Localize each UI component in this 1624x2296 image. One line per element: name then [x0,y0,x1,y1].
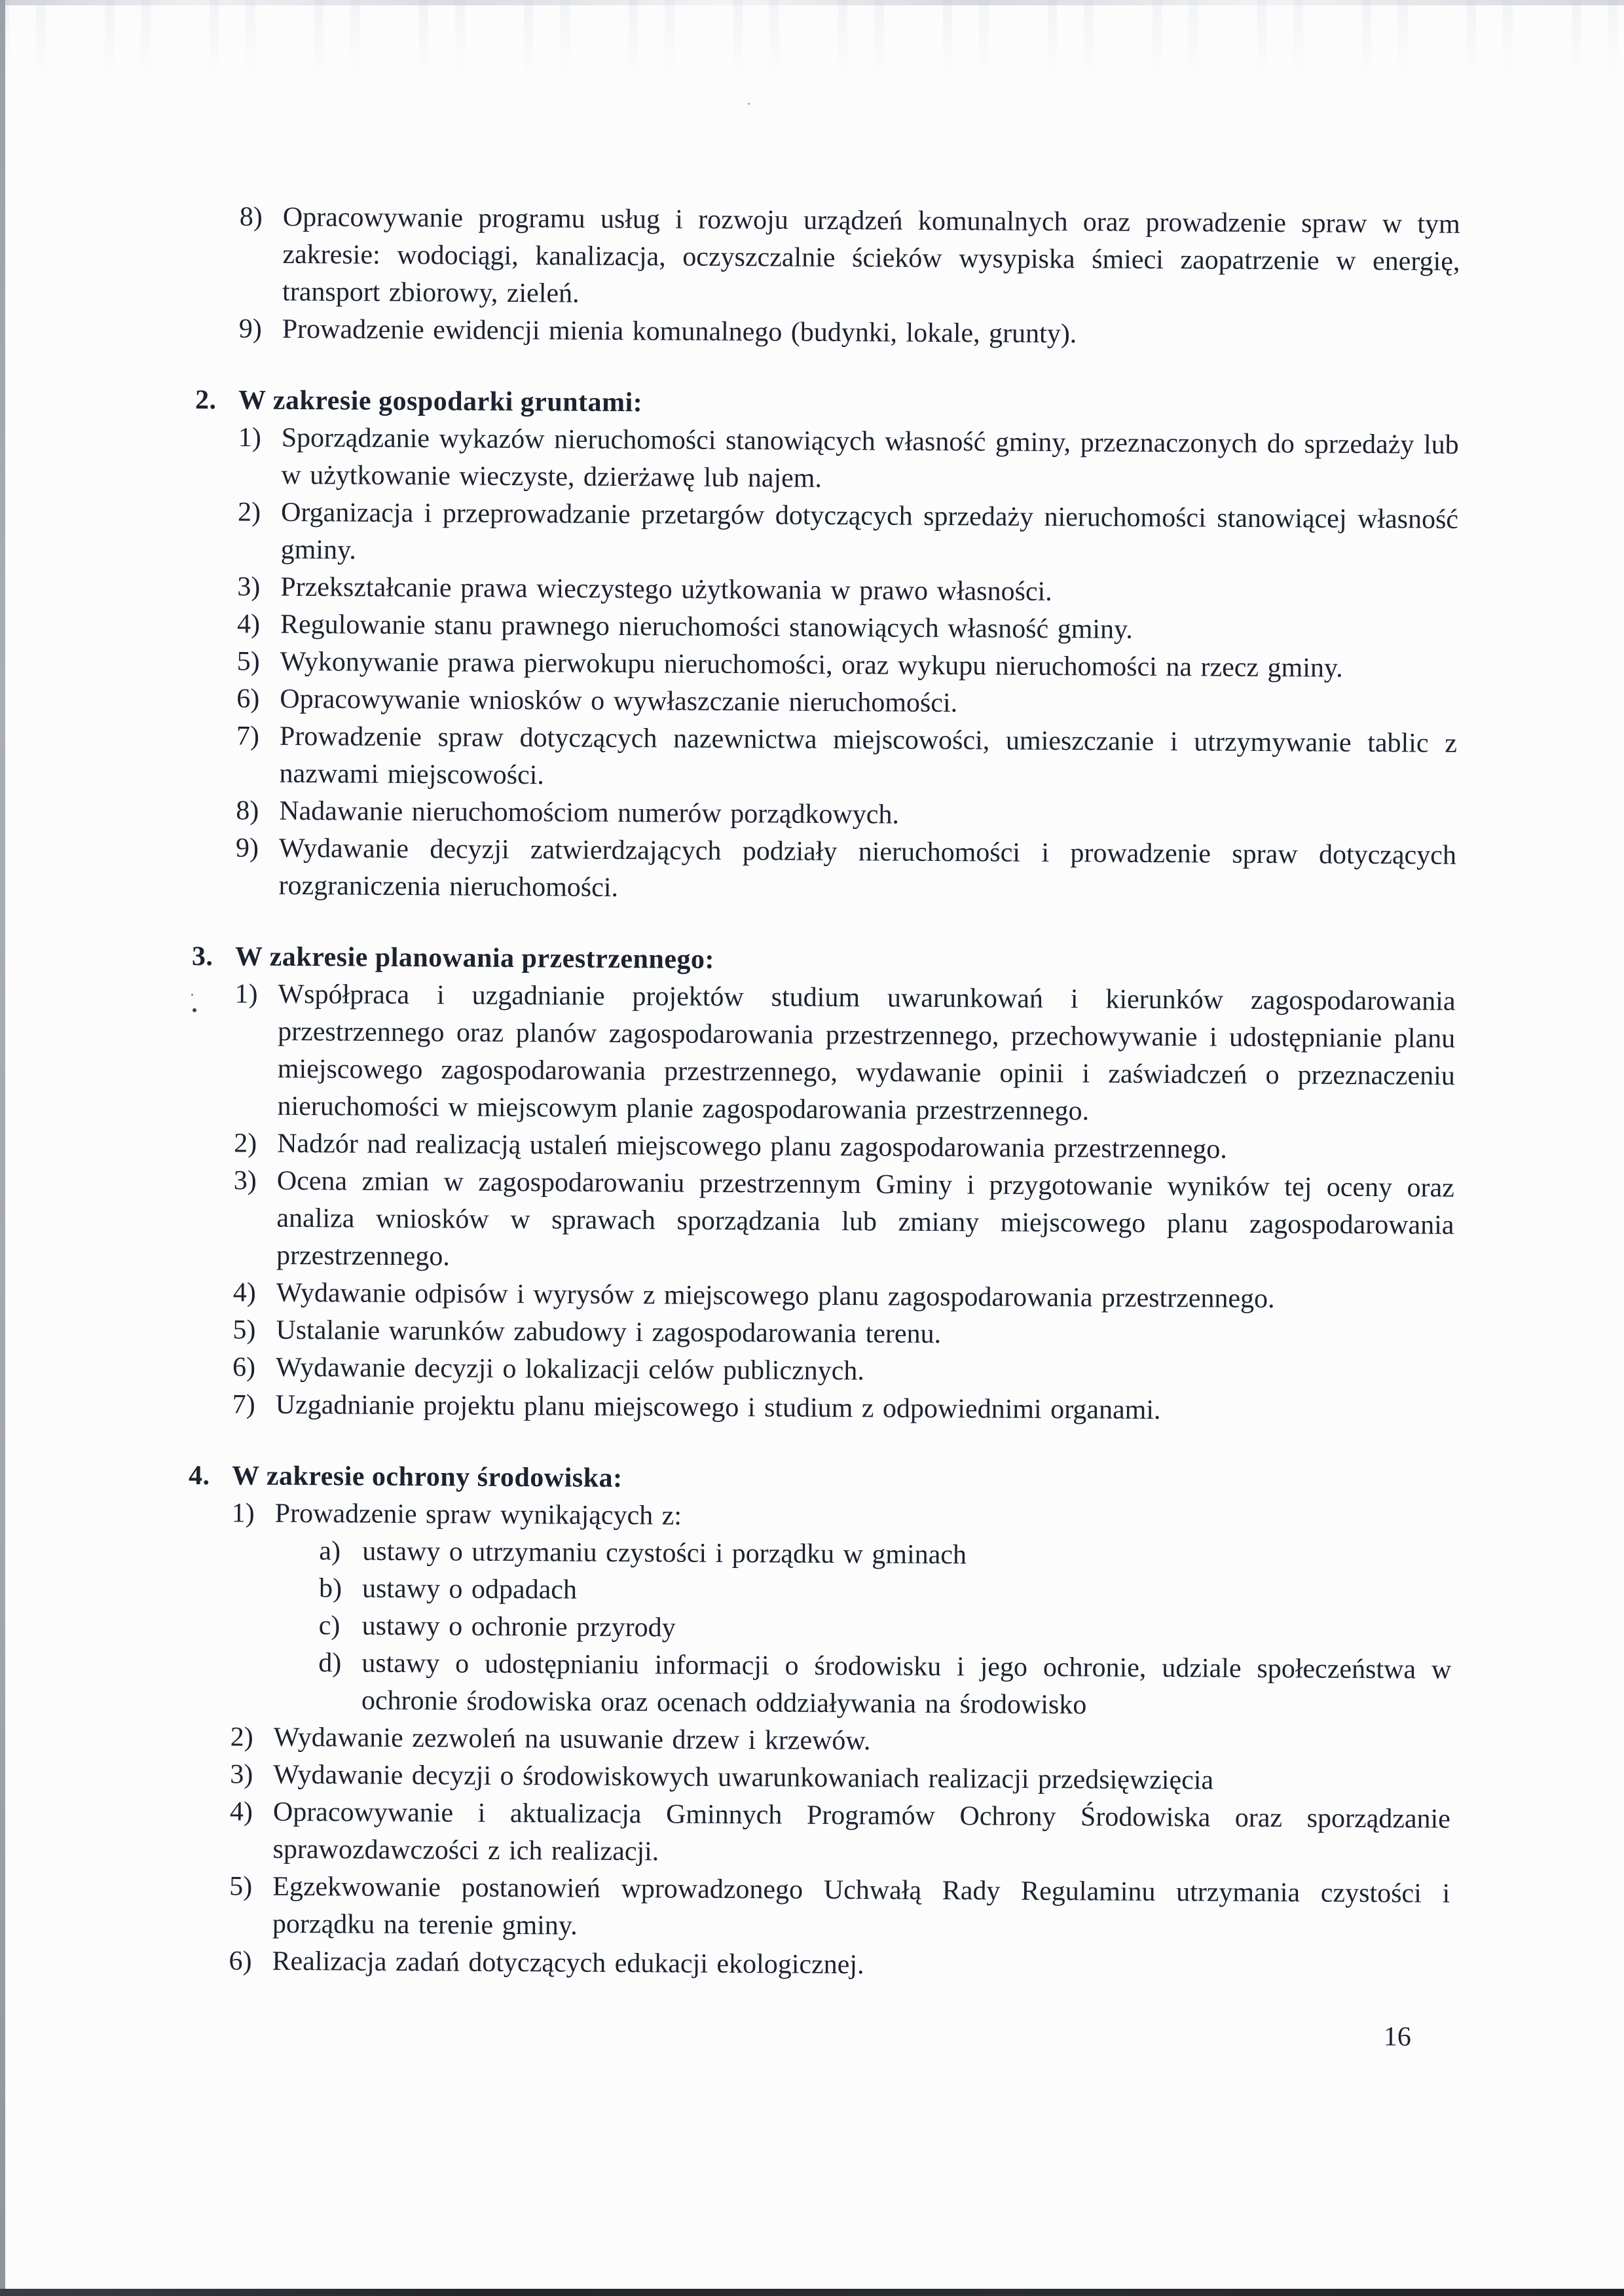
item-number: 9) [238,314,262,344]
letter-sub-item [318,1645,1452,1726]
item-number: 1) [238,422,261,453]
list-item [232,1386,1453,1430]
list-item [229,1793,1450,1875]
item-text: Organizacja i przeprowadzanie przetargów dotyczących sprzedaży nieruchomości stanowiącej własność gminy. [280,497,1459,566]
section-title: W zakresie ochrony środowiska: [231,1461,623,1494]
list-item [239,198,1460,318]
item-number: 9) [235,833,259,864]
item-number: 7) [236,721,260,752]
scan-speck [748,103,750,105]
letter-sub-item [319,1607,1452,1652]
list-item [234,975,1455,1132]
list-item [233,1162,1454,1281]
section-planowanie-przestrzenne [189,938,1456,1431]
item-text: ustawy o udostępnianiu informacji o środowisku i jego ochronie, udziale społeczeństwa w ochronie środowiska oraz ocenach oddziaływania na środowisko [361,1648,1452,1721]
item-number: 5) [236,646,260,677]
scan-edge-left [0,0,5,2296]
list-item [236,718,1457,799]
section-number: 3. [191,941,213,972]
item-text: Prowadzenie spraw dotyczących nazewnictwa miejscowości, umieszczanie i utrzymywanie tablic z nazwami miejscowości. [279,721,1458,791]
item-text: Prowadzenie ewidencji mienia komunalnego (budynki, lokale, grunty). [282,314,1077,350]
item-text: Wydawanie odpisów i wyrysów z miejscowego planu zagospodarowania przestrzennego. [276,1277,1275,1315]
item-text: Ocena zmian w zagospodarowaniu przestrzennym Gminy i przygotowanie wyników tej oceny oraz analiza wniosków w sprawach sporządzania lub zmiany miejscowego planu zagospodarowania przestrzennego. [276,1165,1454,1272]
item-number: 3) [237,572,261,602]
item-number: 7) [232,1389,255,1420]
section-title: W zakresie planowania przestrzennego: [234,941,715,975]
item-text: Wydawanie zezwoleń na usuwanie drzew i krzewów. [273,1722,871,1757]
item-text: Przekształcanie prawa wieczystego użytkowania w prawo własności. [280,572,1052,607]
item-number: 8) [239,202,263,232]
item-text: Ustalanie warunków zabudowy i zagospodarowania terenu. [276,1315,942,1349]
letter-sub-item [319,1570,1452,1614]
item-number: 4) [232,1277,256,1308]
item-number: 3) [230,1759,253,1790]
item-text: ustawy o ochronie przyrody [361,1611,676,1643]
scan-streaks [0,0,1624,79]
item-number: 1) [231,1498,255,1529]
item-letter: d) [318,1648,342,1679]
item-text: Uzgadnianie projektu planu miejscowego i studium z odpowiednimi organami. [275,1389,1161,1426]
item-number: 4) [229,1796,253,1827]
item-letter: c) [318,1611,341,1641]
section-gospodarka-gruntami [192,382,1459,912]
item-number: 6) [232,1352,256,1383]
item-text: ustawy o utrzymaniu czystości i porządku w gminach [362,1536,967,1571]
item-text: Egzekwowanie postanowień wprowadzonego Uchwałą Rady Regulaminu utrzymania czystości i porządku na terenie gminy. [272,1871,1450,1941]
item-text: Opracowywanie i aktualizacja Gminnych Programów Ochrony Środowiska oraz sporządzanie sprawozdawczości z ich realizacji. [272,1796,1451,1867]
item-text: Wykonywanie prawa pierwokupu nieruchomości, oraz wykupu nieruchomości na rzecz gminy. [280,646,1343,683]
item-text: Sporządzanie wykazów nieruchomości stanowiących własność gminy, przeznaczonych do sprzedaży lub w użytkowanie wieczyste, dzierżawę lub najem. [281,422,1459,494]
item-letter: b) [318,1573,342,1604]
item-number: 2) [234,1128,257,1159]
item-text: Opracowywanie programu usług i rozwoju urządzeń komunalnych oraz prowadzenie spraw w tym zakresie: wodociągi, kanalizacja, oczyszczalnie ścieków wysypiska śmieci zaopatrzenie w energię, transport zbiorowy, zieleń. [282,202,1460,309]
item-text: Wydawanie decyzji zatwierdzających podziały nieruchomości i prowadzenie spraw dotyczących rozgraniczenia nieruchomości. [278,833,1457,903]
item-text: Opracowywanie wniosków o wywłaszczanie nieruchomości. [280,683,958,719]
section-ochrona-srodowiska [185,1457,1452,1988]
item-text: Nadzór nad realizacją ustaleń miejscowego planu zagospodarowania przestrzennego. [277,1128,1227,1165]
item-text: ustawy o odpadach [361,1573,578,1605]
item-number: 5) [232,1315,256,1345]
item-text: Współpraca i uzgadnianie projektów studium uwarunkowań i kierunków zagospodarowania przestrzennego oraz planów zagospodarowania przestrzennego, przechowywanie i udostępnianie planu miejscowego zagospodarowania przestrzennego, wydawanie opinii i zaświadczeń o przeznaczeniu nieruchomości w miejscowym planie zagospodarowania przestrzennego. [277,979,1456,1127]
item-number: 1) [234,979,258,1010]
item-number: 4) [236,609,261,640]
section-number: 4. [188,1460,210,1491]
item-number: 2) [230,1722,253,1753]
item-text: Nadawanie nieruchomościom numerów porządkowych. [279,795,900,830]
item-text: Prowadzenie spraw wynikających z: [274,1498,682,1531]
document-content [185,198,1460,2056]
item-number: 3) [233,1165,257,1196]
list-item [238,494,1459,575]
list-item [239,310,1460,355]
item-text: Wydawanie decyzji o lokalizacji celów publicznych. [275,1352,864,1387]
scan-edge-bottom [0,2289,1624,2296]
section-number: 2. [194,384,217,416]
item-number: 8) [236,795,259,826]
list-item [229,1942,1449,1987]
section-title: W zakresie gospodarki gruntami: [238,385,643,418]
item-number: 2) [237,497,261,528]
letter-sub-item [319,1533,1452,1577]
list-item [229,1868,1450,1950]
section-1-continuation [196,198,1460,355]
item-number: 5) [229,1871,253,1902]
item-number: 6) [229,1946,252,1977]
list-item [235,829,1456,911]
item-text: Regulowanie stanu prawnego nieruchomości stanowiących własność gminy. [280,609,1133,645]
item-number: 6) [236,683,260,714]
item-text: Realizacja zadań dotyczących edukacji ekologicznej. [272,1946,864,1980]
list-item [238,419,1459,501]
page-number: 16 [1383,2022,1412,2052]
item-letter: a) [319,1536,341,1567]
item-text: Wydawanie decyzji o środowiskowych uwarunkowaniach realizacji przedsięwzięcia [273,1759,1214,1796]
